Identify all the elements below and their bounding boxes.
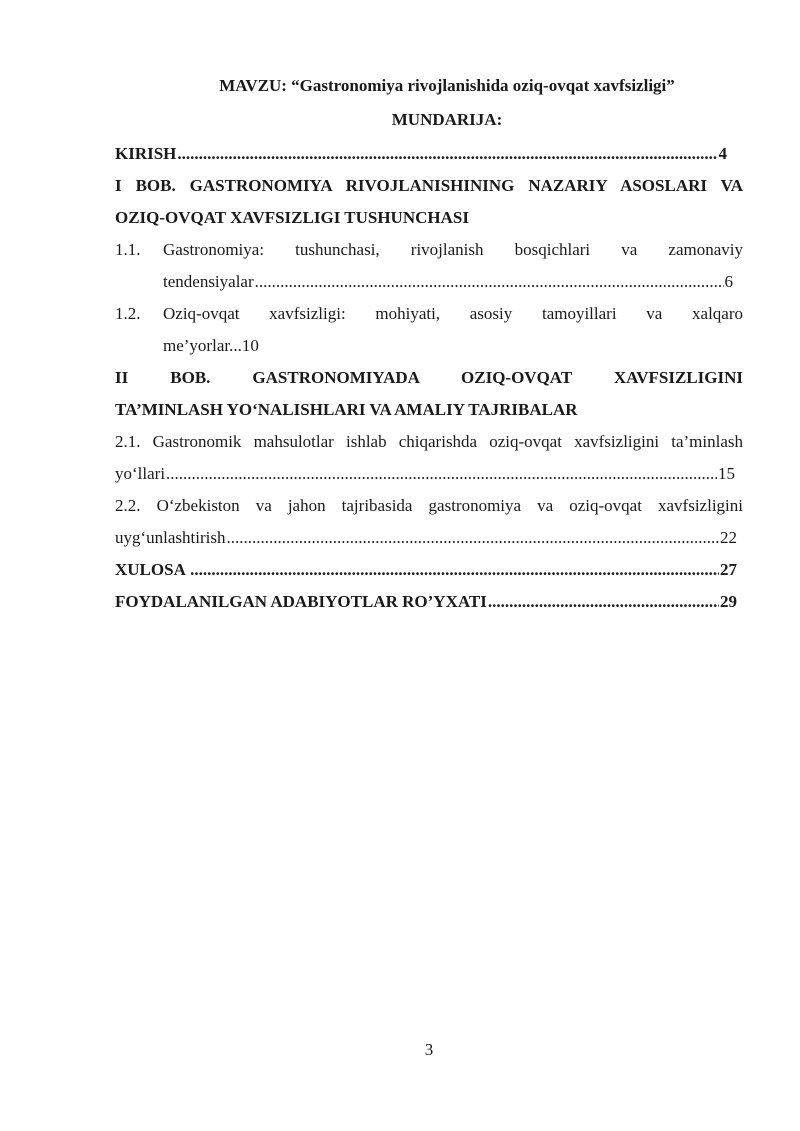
toc-entry-label: XULOSA [115, 560, 190, 579]
toc-page-number: 6 [724, 272, 733, 291]
toc-section-title-line-1: Gastronomiya: tushunchasi, rivojlanish bosqichlari va zamonaviy [163, 240, 743, 259]
page-number: 3 [424, 1040, 434, 1059]
toc-entry-1-2 [115, 298, 743, 330]
toc-section-title-line-2: tendensiyalar [163, 272, 254, 291]
toc-entry-2-2: 2.2. O‘zbekiston va jahon tajribasida gastronomiya va oziq-ovqat xavfsizligini [115, 496, 743, 515]
toc-page-number: 22 [720, 528, 737, 547]
table-of-contents [115, 138, 743, 618]
toc-entry-intro [115, 138, 727, 170]
toc-chapter-1-line-2: OZIQ-OVQAT XAVFSIZLIGI TUSHUNCHASI [115, 208, 469, 227]
toc-entry-conclusion [115, 554, 737, 586]
toc-page-number: 4 [718, 144, 727, 163]
toc-entry-2-2-continued [115, 522, 737, 554]
dot-leader [166, 458, 717, 490]
dot-leader [177, 138, 717, 170]
toc-section-title-line-1: Oziq-ovqat xavfsizligi: mohiyati, asosiy tamoyillari va xalqaro [163, 304, 743, 323]
dot-leader [227, 522, 720, 554]
toc-page-number: 15 [718, 464, 735, 483]
toc-page-number: 27 [720, 560, 737, 579]
toc-entry-label: KIRISH [115, 144, 177, 163]
toc-entry-references [115, 586, 737, 618]
toc-section-title-line-2: me’yorlar...10 [163, 336, 259, 355]
contents-heading: MUNDARIJA: [391, 110, 503, 129]
toc-page-number: 29 [720, 592, 737, 611]
toc-chapter-2-line-1: II BOB. GASTRONOMIYADA OZIQ-OVQAT XAVFSIZLIGINI [115, 368, 743, 387]
document-title: MAVZU: “Gastronomiya rivojlanishida oziq-ovqat xavfsizligi” [219, 76, 675, 95]
dot-leader [488, 586, 719, 618]
toc-section-title-line-2: yo‘llari [115, 464, 166, 483]
dot-leader [190, 554, 719, 586]
toc-chapter-2-line-2: TA’MINLASH YO‘NALISHLARI VA AMALIY TAJRIBALAR [115, 400, 578, 419]
toc-chapter-1-line-1: I BOB. GASTRONOMIYA RIVOJLANISHINING NAZARIY ASOSLARI VA [115, 176, 743, 195]
toc-entry-1-1 [115, 234, 743, 266]
toc-entry-2-1: 2.1. Gastronomik mahsulotlar ishlab chiqarishda oziq-ovqat xavfsizligini ta’minlash [115, 432, 743, 451]
toc-section-number: 1.1. [115, 240, 141, 259]
toc-entry-2-1-continued [115, 458, 735, 490]
toc-section-title-line-2: uyg‘unlashtirish [115, 528, 226, 547]
dot-leader [255, 266, 724, 298]
toc-entry-label: FOYDALANILGAN ADABIYOTLAR RO’YXATI [115, 592, 487, 611]
toc-section-number: 1.2. [115, 304, 141, 323]
toc-entry-1-1-continued [115, 266, 733, 298]
